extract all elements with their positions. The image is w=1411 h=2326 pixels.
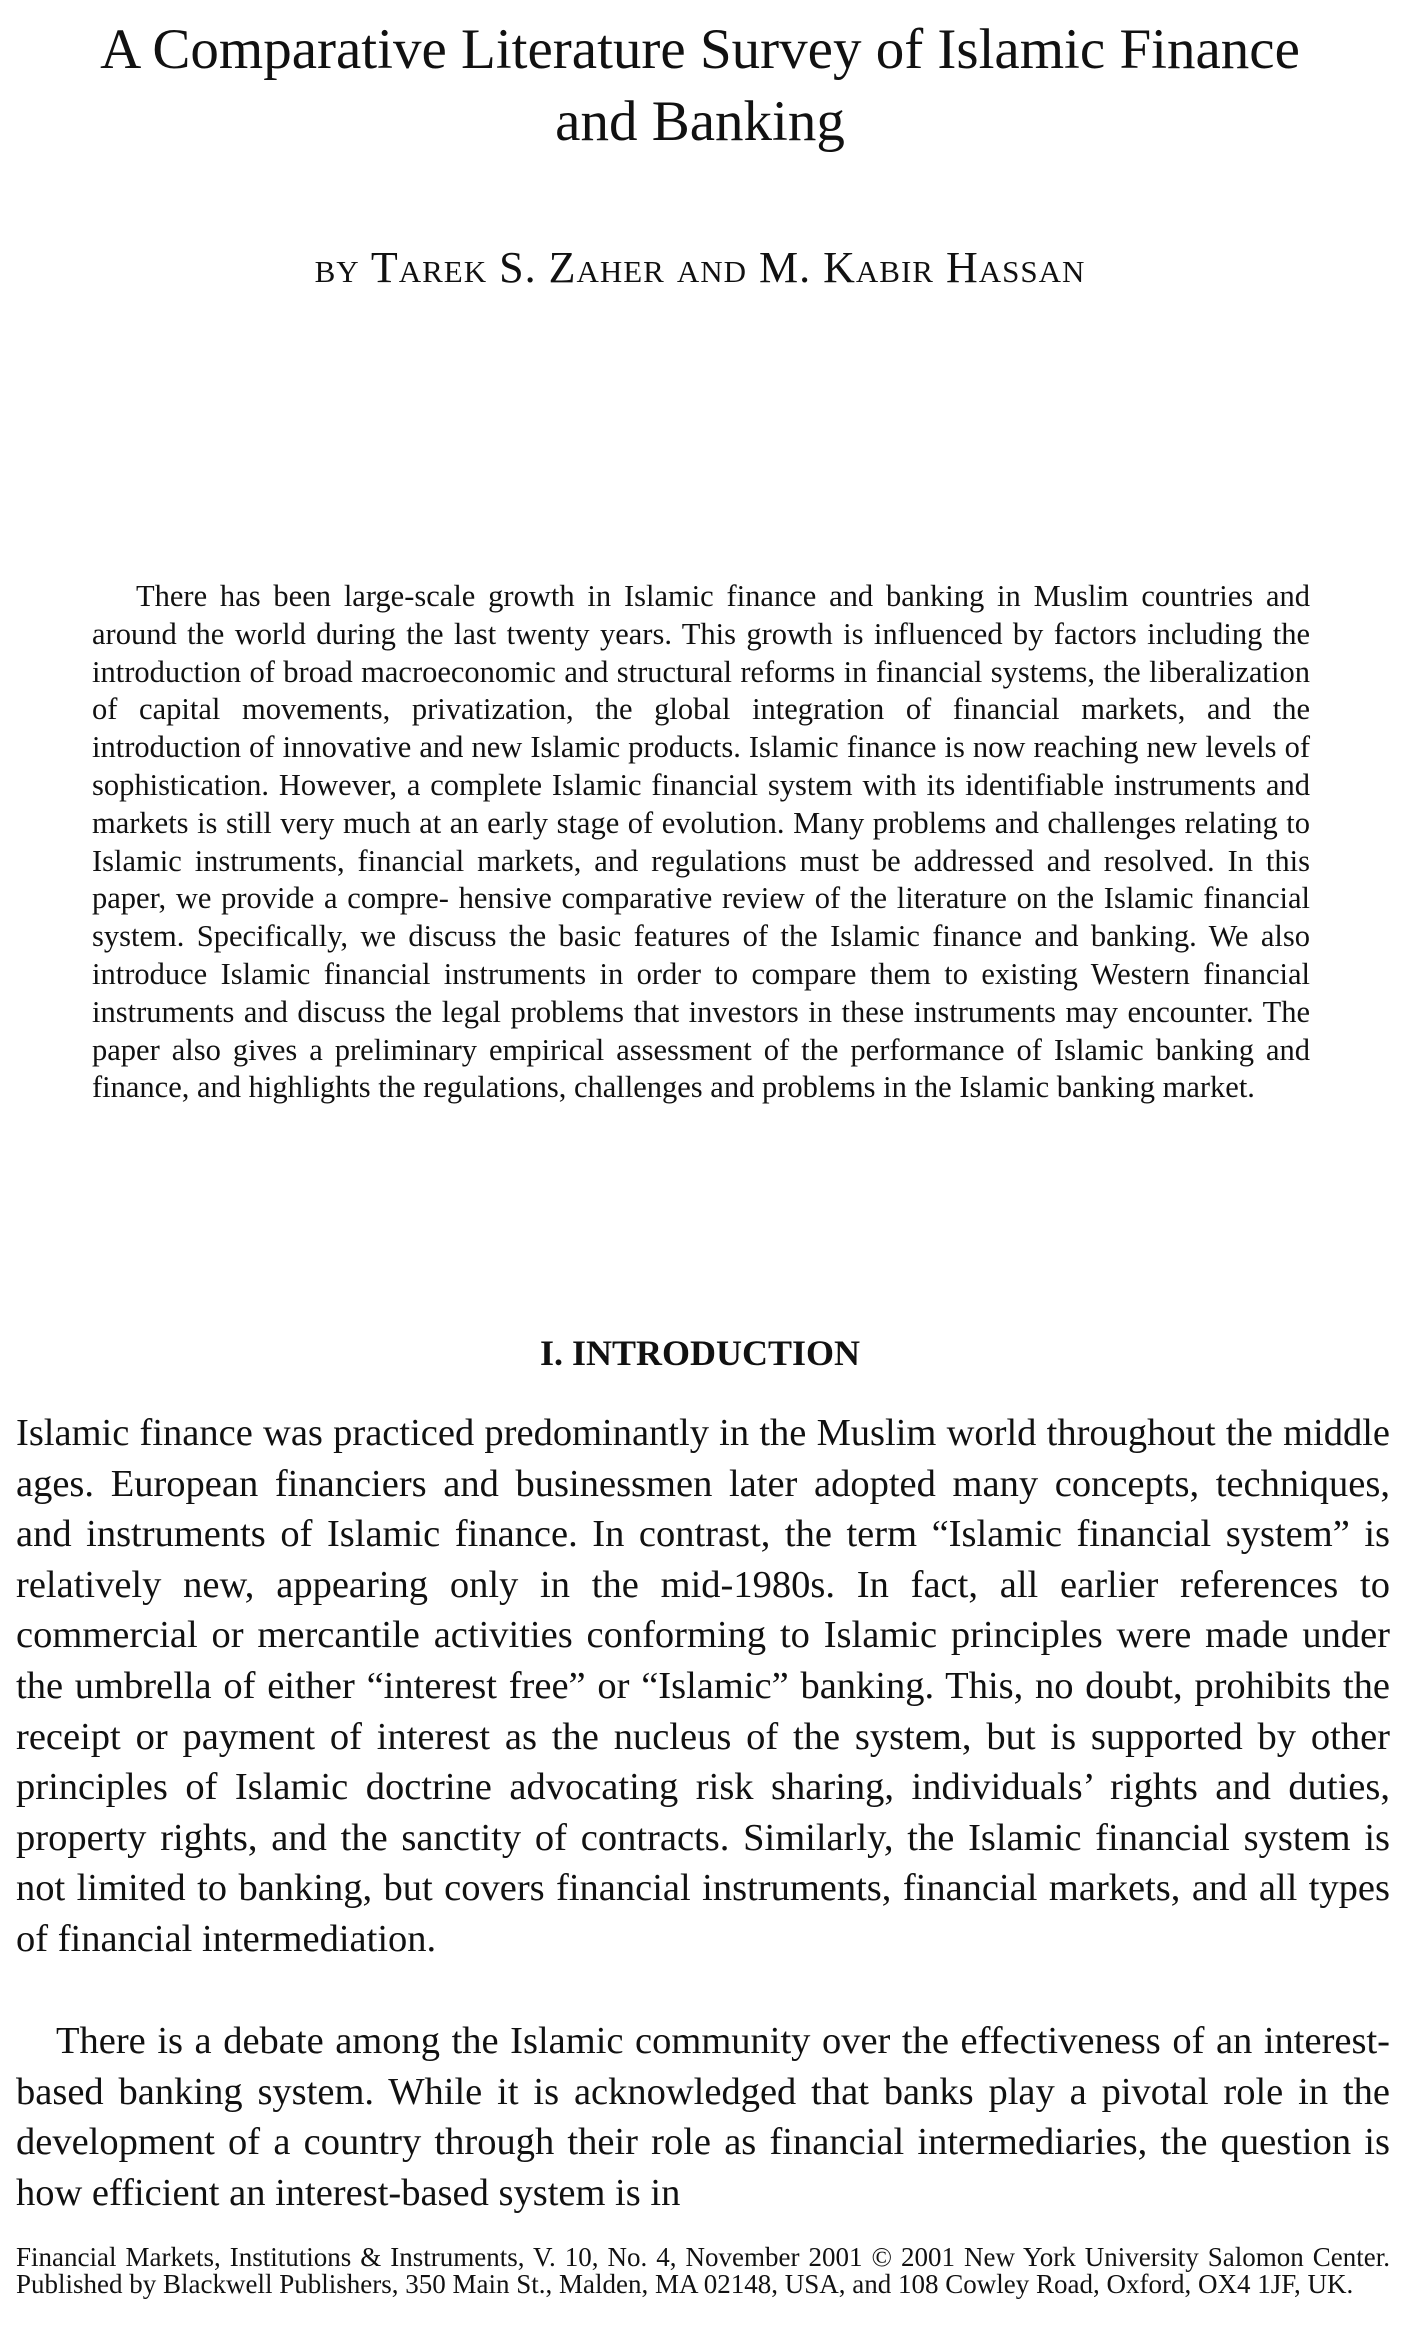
paper-authors: by Tarek S. Zaher and M. Kabir Hassan <box>314 243 1086 292</box>
publication-footer: Financial Markets, Institutions & Instruments, V. 10, No. 4, November 2001 © 2001 New York University Salomon Center. Published by Blackwell Publishers, 350 Main St., Malden, MA 02148, USA, and 108 Cowley Road, Oxford, OX4 1JF, UK. <box>16 2242 1390 2299</box>
intro-paragraph-1: Islamic finance was practiced predominantly in the Muslim world throughout the middle ages. European financiers and businessmen later adopted many concepts, techniques, and instruments of Islamic finance. In contrast, the term “Islamic financial system” is relatively new, appearing only in the mid-1980s. In fact, all earlier references to commercial or mercantile activities conforming to Islamic principles were made under the umbrella of either “interest free” or “Islamic” banking. This, no doubt, prohibits the receipt or payment of interest as the nucleus of the system, but is supported by other principles of Islamic doctrine advocating risk sharing, individuals’ rights and duties, property rights, and the sanctity of contracts. Similarly, the Islamic financial system is not limited to banking, but covers financial instruments, financial markets, and all types of financial intermediation. <box>16 1412 1390 1960</box>
section-heading-introduction: I. INTRODUCTION <box>539 1333 861 1373</box>
abstract-text: There has been large-scale growth in Islamic finance and banking in Muslim countries and around the world during the last twenty years. This growth is influenced by factors including the introduction of broad macroeconomic and structural reforms in financial systems, the liberalization of capital movements, privatization, the global integration of financial markets, and the introduction of innovative and new Islamic products. Islamic finance is now reaching new levels of sophistication. However, a complete Islamic financial system with its identifiable instruments and markets is still very much at an early stage of evolution. Many problems and challenges relating to Islamic instruments, financial markets, and regulations must be addressed and resolved. In this paper, we provide a compre- hensive comparative review of the literature on the Islamic financial system. Specifically, we discuss the basic features of the Islamic finance and banking. We also introduce Islamic financial instruments in order to compare them to existing Western financial instruments and discuss the legal problems that investors in these instruments may encounter. The paper also gives a preliminary empirical assessment of the performance of Islamic banking and finance, and highlights the regulations, challenges and problems in the Islamic banking market. <box>92 579 1310 1105</box>
paper-abstract <box>92 578 1310 1107</box>
paper-title: A Comparative Literature Survey of Islamic Finance and Banking <box>100 18 1300 153</box>
intro-paragraph-2: There is a debate among the Islamic community over the effectiveness of an interest-based banking system. While it is acknowledged that banks play a pivotal role in the development of a country through their role as financial intermediaries, the question is how efficient an interest-based system is in <box>16 2020 1390 2214</box>
